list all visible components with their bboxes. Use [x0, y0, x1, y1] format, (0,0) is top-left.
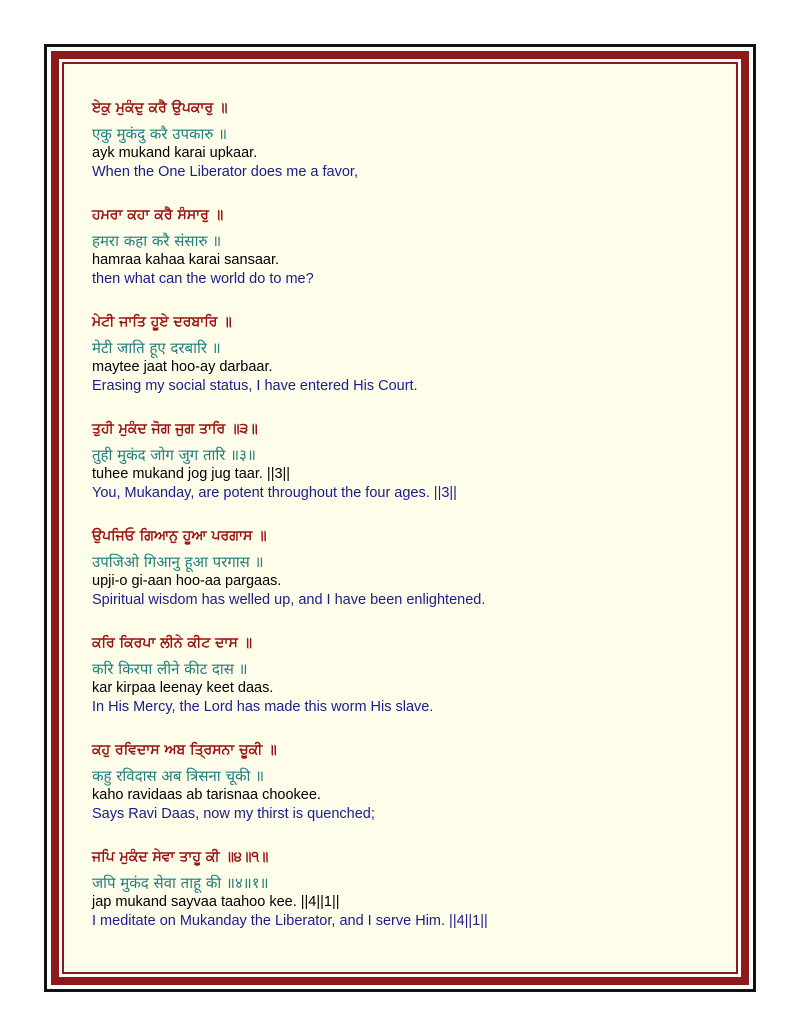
verse-devanagari: तुही मुकंद जोग जुग तारि ॥३॥ — [92, 446, 256, 464]
verse-devanagari: कहु रविदास अब त्रिसना चूकी ॥ — [92, 767, 265, 785]
verse-translation: Says Ravi Daas, now my thirst is quenched; — [92, 806, 375, 822]
verse-devanagari: करि किरपा लीने कीट दास ॥ — [92, 660, 248, 678]
verse-translation: I meditate on Mukanday the Liberator, and I serve Him. ||4||1|| — [92, 913, 488, 929]
verse-translation: Spiritual wisdom has welled up, and I have been enlightened. — [92, 592, 486, 608]
verse-gurmukhi: ਜਪਿ ਮੁਕੰਦ ਸੇਵਾ ਤਾਹੂ ਕੀ ॥੪॥੧॥ — [92, 849, 269, 865]
page-frame-border — [51, 51, 749, 985]
verse-gurmukhi: ਮੇਟੀ ਜਾਤਿ ਹੂਏ ਦਰਬਾਰਿ ॥ — [92, 314, 232, 330]
verse-transliteration: maytee jaat hoo-ay darbaar. — [92, 359, 273, 375]
verse-translation: You, Mukanday, are potent throughout the four ages. ||3|| — [92, 485, 457, 501]
verse-devanagari: मेटी जाति हूए दरबारि ॥ — [92, 339, 221, 357]
verse-gurmukhi: ਤੁਹੀ ਮੁਕੰਦ ਜੋਗ ਜੁਗ ਤਾਰਿ ॥੩॥ — [92, 421, 258, 437]
verse-transliteration: tuhee mukand jog jug taar. ||3|| — [92, 466, 291, 482]
verse-transliteration: hamraa kahaa karai sansaar. — [92, 252, 279, 268]
verse-devanagari: जपि मुकंद सेवा ताहू की ॥४॥१॥ — [92, 874, 269, 892]
verse-translation: In His Mercy, the Lord has made this worm His slave. — [92, 699, 434, 715]
verse-6 — [92, 633, 716, 717]
verse-transliteration: jap mukand sayvaa taahoo kee. ||4||1|| — [92, 894, 340, 910]
verse-transliteration: ayk mukand karai upkaar. — [92, 145, 258, 161]
verse-2 — [92, 205, 716, 289]
verse-devanagari: एकु मुकंदु करै उपकारु ॥ — [92, 125, 228, 143]
page-frame-inner — [62, 62, 738, 974]
verse-transliteration: upji-o gi-aan hoo-aa pargaas. — [92, 573, 282, 589]
verse-gurmukhi: ਉਪਜਿਓ ਗਿਆਨੁ ਹੂਆ ਪਰਗਾਸ ॥ — [92, 528, 267, 544]
verse-gurmukhi: ਕਹੁ ਰਵਿਦਾਸ ਅਬ ਤ੍ਰਿਸਨਾ ਚੂਕੀ ॥ — [92, 742, 277, 758]
verse-1 — [92, 98, 716, 182]
verse-7 — [92, 740, 716, 824]
verse-translation: then what can the world do to me? — [92, 271, 314, 287]
verse-gurmukhi: ਕਰਿ ਕਿਰਪਾ ਲੀਨੇ ਕੀਟ ਦਾਸ ॥ — [92, 635, 253, 651]
verse-devanagari: उपजिओ गिआनु हूआ परगास ॥ — [92, 553, 264, 571]
verse-4 — [92, 419, 716, 503]
verse-5 — [92, 526, 716, 610]
verse-transliteration: kaho ravidaas ab tarisnaa chookee. — [92, 787, 321, 803]
verse-translation: When the One Liberator does me a favor, — [92, 164, 358, 180]
verse-gurmukhi: ਏਕੁ ਮੁਕੰਦੁ ਕਰੈ ਉਪਕਾਰੁ ॥ — [92, 100, 228, 116]
verse-transliteration: kar kirpaa leenay keet daas. — [92, 680, 274, 696]
verse-3 — [92, 312, 716, 396]
verse-8 — [92, 847, 716, 931]
page-frame-outer — [44, 44, 756, 992]
verse-translation: Erasing my social status, I have entered His Court. — [92, 378, 418, 394]
verse-devanagari: हमरा कहा करै संसारु ॥ — [92, 232, 222, 250]
verse-gurmukhi: ਹਮਰਾ ਕਹਾ ਕਰੈ ਸੰਸਾਰੁ ॥ — [92, 207, 224, 223]
verse-list — [92, 98, 716, 954]
